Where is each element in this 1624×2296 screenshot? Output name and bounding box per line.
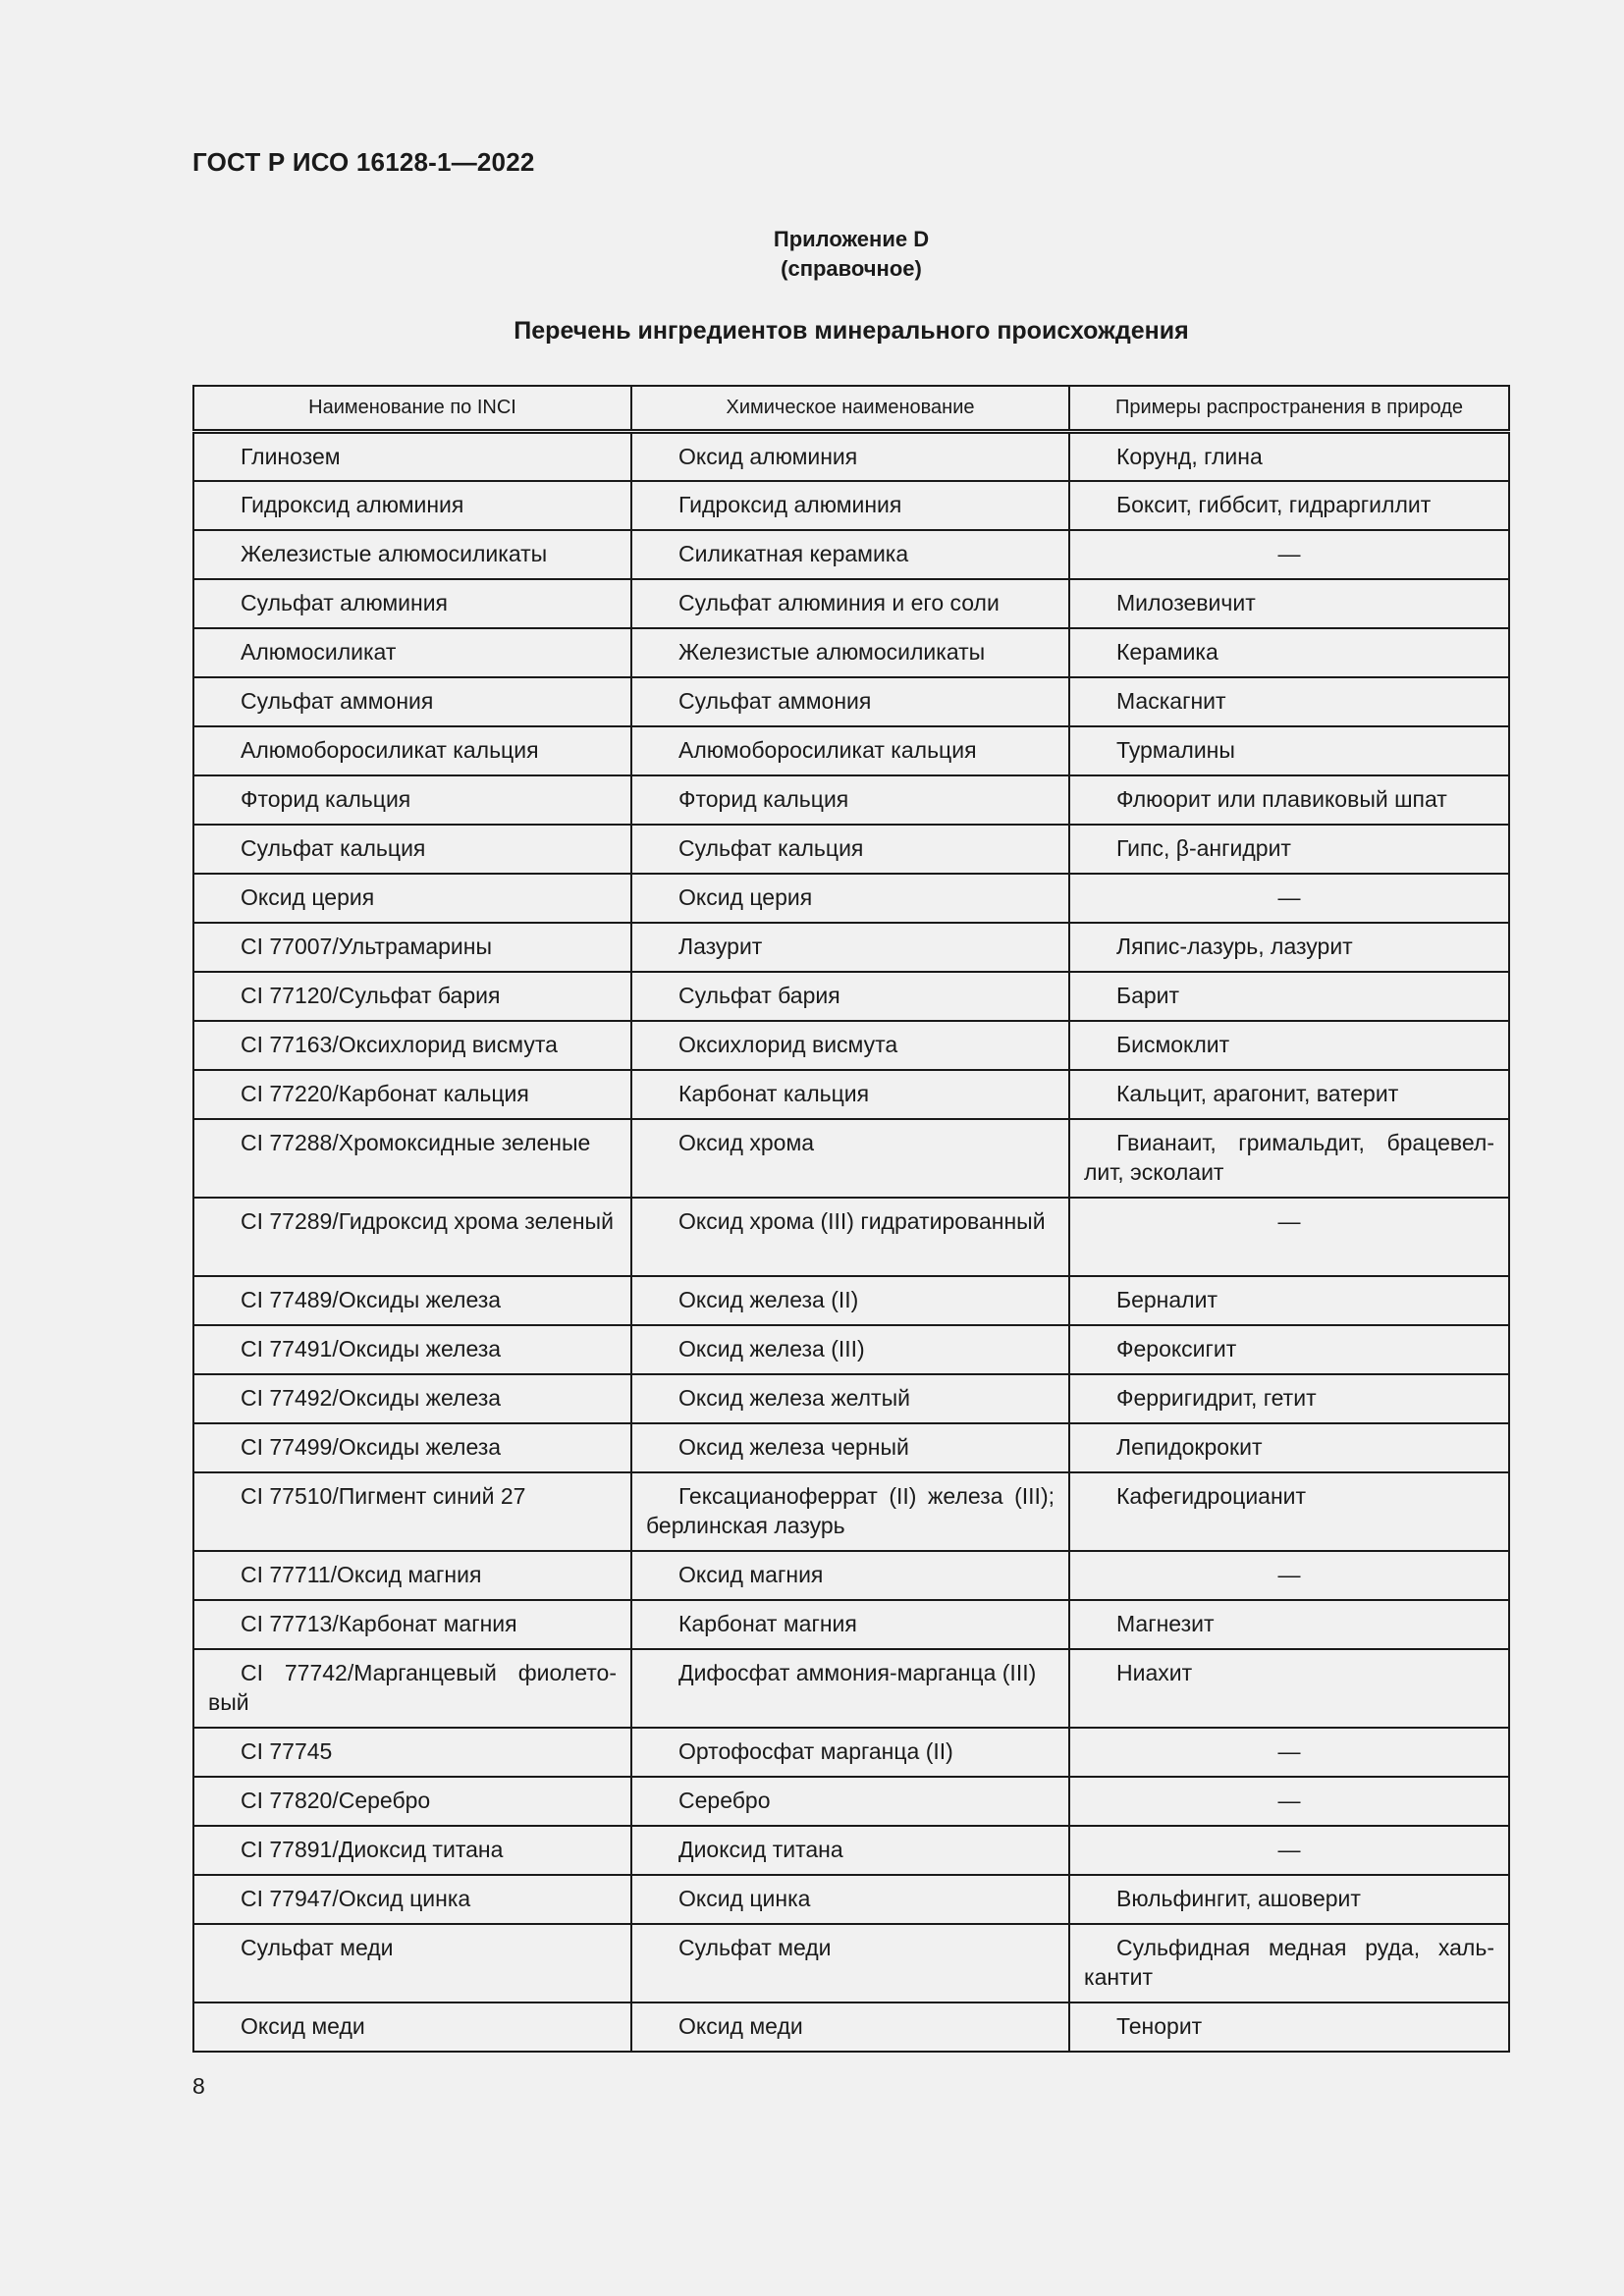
- cell-natural-examples: —: [1277, 1836, 1301, 1862]
- table-row: [193, 1374, 1509, 1423]
- cell-chemical-name: Серебро: [678, 1787, 771, 1813]
- cell-natural-examples: Кафегидроцианит: [1116, 1482, 1307, 1509]
- cell-chemical-name: Оксид хрома: [678, 1129, 815, 1155]
- cell-inci-name: Железистые алюмосиликаты: [241, 540, 548, 566]
- cell-natural-examples-cell: [1069, 874, 1509, 923]
- cell-chemical-name-cell: [631, 1070, 1069, 1119]
- cell-chemical-name-cell: [631, 1728, 1069, 1777]
- cell-inci-name: CI 77220/Карбонат кальция: [241, 1080, 529, 1106]
- table-title: Перечень ингредиентов минерального происхождения: [514, 317, 1189, 345]
- cell-chemical-name: Оксид магния: [678, 1561, 824, 1587]
- cell-chemical-name-cell: [631, 1021, 1069, 1070]
- cell-natural-examples-cell: [1069, 677, 1509, 726]
- cell-chemical-name-cell: [631, 1472, 1069, 1551]
- cell-natural-examples-cell: [1069, 726, 1509, 775]
- cell-inci-name: CI 77745: [241, 1737, 333, 1764]
- cell-inci-name-cell: [193, 1472, 631, 1551]
- cell-natural-examples-cell: [1069, 1423, 1509, 1472]
- cell-chemical-name: Сульфат аммония: [678, 687, 872, 714]
- cell-natural-examples: —: [1277, 540, 1301, 566]
- cell-chemical-name: Оксид алюминия: [678, 444, 858, 469]
- table-row: [193, 481, 1509, 530]
- table-row: [193, 579, 1509, 628]
- cell-inci-name: CI 77820/Серебро: [241, 1787, 431, 1813]
- cell-natural-examples-cell: [1069, 1276, 1509, 1325]
- column-header-inci: Наименование по INCI: [193, 386, 631, 432]
- cell-inci-name-cell: [193, 1649, 631, 1728]
- cell-inci-name-cell: [193, 874, 631, 923]
- cell-chemical-name-cell: [631, 775, 1069, 825]
- cell-chemical-name: Оксид железа черный: [678, 1433, 909, 1460]
- cell-chemical-name-cell: [631, 1600, 1069, 1649]
- cell-inci-name-cell: [193, 628, 631, 677]
- cell-natural-examples-cell: [1069, 1551, 1509, 1600]
- cell-inci-name: CI 77288/Хромоксидные зеленые: [241, 1129, 591, 1155]
- cell-inci-name-cell: [193, 432, 631, 481]
- cell-inci-name: Сульфат аммония: [241, 687, 434, 714]
- cell-natural-examples: —: [1277, 1207, 1301, 1234]
- cell-chemical-name-cell: [631, 1325, 1069, 1374]
- cell-natural-examples: Вюльфингит, ашоверит: [1116, 1885, 1361, 1911]
- table-row: [193, 1119, 1509, 1198]
- cell-chemical-name-cell: [631, 874, 1069, 923]
- cell-inci-name-cell: [193, 1600, 631, 1649]
- cell-chemical-name: Оксид железа (III): [678, 1335, 865, 1362]
- cell-natural-examples: Магнезит: [1116, 1610, 1215, 1636]
- cell-natural-examples: Турмалины: [1116, 736, 1235, 763]
- table-row: [193, 1276, 1509, 1325]
- cell-chemical-name-cell: [631, 432, 1069, 481]
- table-row: [193, 1649, 1509, 1728]
- cell-inci-name: Сульфат кальция: [241, 834, 426, 861]
- cell-natural-examples: Керамика: [1116, 638, 1218, 665]
- table-row: [193, 1070, 1509, 1119]
- cell-chemical-name: Оксид железа желтый: [678, 1384, 910, 1411]
- table-row: [193, 1021, 1509, 1070]
- cell-chemical-name: Диоксид титана: [678, 1836, 843, 1862]
- cell-chemical-name: Оксид цинка: [678, 1885, 811, 1911]
- cell-chemical-name-cell: [631, 1924, 1069, 2002]
- cell-inci-name: CI 77891/Диоксид титана: [241, 1836, 504, 1862]
- cell-natural-examples: Боксит, гиббсит, гидраргиллит: [1116, 491, 1432, 517]
- cell-inci-name: CI 77492/Оксиды железа: [241, 1384, 502, 1411]
- cell-natural-examples: Тенорит: [1116, 2012, 1203, 2039]
- cell-natural-examples-cell: [1069, 1728, 1509, 1777]
- cell-chemical-name-cell: [631, 923, 1069, 972]
- cell-natural-examples-cell: [1069, 923, 1509, 972]
- cell-chemical-name: Оксид железа (II): [678, 1286, 859, 1312]
- cell-inci-name-cell: [193, 1325, 631, 1374]
- cell-natural-examples: Корунд, глина: [1116, 444, 1263, 469]
- cell-chemical-name: Оксихлорид висмута: [678, 1031, 898, 1057]
- cell-natural-examples: Милозевичит: [1116, 589, 1256, 615]
- table-row: [193, 1551, 1509, 1600]
- cell-chemical-name: Сульфат меди: [678, 1934, 832, 1960]
- cell-natural-examples-cell: [1069, 1600, 1509, 1649]
- cell-inci-name: Сульфат меди: [241, 1934, 394, 1960]
- cell-natural-examples-cell: [1069, 579, 1509, 628]
- table-row: [193, 677, 1509, 726]
- appendix-type: (справочное): [781, 256, 922, 281]
- cell-natural-examples-cell: [1069, 1472, 1509, 1551]
- cell-natural-examples-cell: [1069, 1374, 1509, 1423]
- cell-inci-name: CI 77120/Сульфат бария: [241, 982, 501, 1008]
- cell-inci-name-cell: [193, 775, 631, 825]
- cell-chemical-name-cell: [631, 825, 1069, 874]
- cell-natural-examples-cell: [1069, 1924, 1509, 2002]
- cell-chemical-name: Фторид кальция: [678, 785, 849, 812]
- cell-natural-examples-cell: [1069, 481, 1509, 530]
- cell-natural-examples: Ляпис-лазурь, лазурит: [1116, 933, 1353, 959]
- cell-chemical-name: Сульфат бария: [678, 982, 840, 1008]
- cell-natural-examples: Маскагнит: [1116, 687, 1226, 714]
- table-row: [193, 874, 1509, 923]
- cell-chemical-name-cell: [631, 579, 1069, 628]
- cell-natural-examples: Ниахит: [1116, 1659, 1193, 1685]
- cell-chemical-name-cell: [631, 628, 1069, 677]
- cell-natural-examples: Барит: [1116, 982, 1180, 1008]
- cell-chemical-name: Карбонат кальция: [678, 1080, 870, 1106]
- cell-chemical-name-cell: [631, 1826, 1069, 1875]
- cell-chemical-name-cell: [631, 2002, 1069, 2052]
- cell-chemical-name: Оксид церия: [678, 883, 813, 910]
- cell-inci-name: CI 77289/Гидроксид хрома зеленый: [241, 1207, 614, 1234]
- cell-chemical-name: Оксид хрома (III) гидратированный: [678, 1207, 1046, 1234]
- cell-natural-examples-cell: [1069, 1649, 1509, 1728]
- page-number: 8: [192, 2073, 205, 2099]
- table-row: [193, 1600, 1509, 1649]
- cell-chemical-name-cell: [631, 1423, 1069, 1472]
- cell-inci-name-cell: [193, 1777, 631, 1826]
- cell-inci-name: CI 77499/Оксиды железа: [241, 1433, 502, 1460]
- cell-inci-name: Алюмоборосиликат кальция: [241, 736, 539, 763]
- cell-inci-name-cell: [193, 1119, 631, 1198]
- appendix-title: Приложение D: [773, 227, 930, 251]
- cell-inci-name-cell: [193, 1276, 631, 1325]
- cell-chemical-name: Силикатная керамика: [678, 540, 909, 566]
- cell-inci-name-cell: [193, 1198, 631, 1276]
- cell-chemical-name-cell: [631, 1119, 1069, 1198]
- cell-chemical-name: Карбонат магния: [678, 1610, 857, 1636]
- cell-chemical-name-cell: [631, 1649, 1069, 1728]
- cell-chemical-name-cell: [631, 481, 1069, 530]
- cell-chemical-name-cell: [631, 530, 1069, 579]
- cell-chemical-name: Оксид меди: [678, 2012, 803, 2039]
- table-header-row: [193, 386, 1509, 432]
- cell-inci-name-cell: [193, 1551, 631, 1600]
- cell-inci-name: CI 77711/Оксид магния: [241, 1561, 482, 1587]
- cell-natural-examples-cell: [1069, 2002, 1509, 2052]
- cell-inci-name-cell: [193, 1875, 631, 1924]
- cell-chemical-name-cell: [631, 1198, 1069, 1276]
- cell-natural-examples: —: [1277, 1787, 1301, 1813]
- table-row: [193, 1826, 1509, 1875]
- table-row: [193, 1875, 1509, 1924]
- table-row: [193, 726, 1509, 775]
- cell-inci-name: Оксид церия: [241, 883, 375, 910]
- cell-chemical-name: Лазурит: [678, 933, 763, 959]
- cell-natural-examples-cell: [1069, 775, 1509, 825]
- document-id: ГОСТ Р ИСО 16128-1—2022: [192, 147, 535, 177]
- cell-inci-name-cell: [193, 1826, 631, 1875]
- cell-inci-name: CI 77489/Оксиды железа: [241, 1286, 502, 1312]
- column-header-chemical: Химическое наименование: [631, 386, 1069, 432]
- cell-natural-examples-cell: [1069, 1875, 1509, 1924]
- cell-inci-name: Гидроксид алюминия: [241, 491, 464, 517]
- cell-inci-name: Оксид меди: [241, 2012, 365, 2039]
- cell-chemical-name-cell: [631, 1875, 1069, 1924]
- cell-natural-examples-cell: [1069, 1826, 1509, 1875]
- table-row: [193, 775, 1509, 825]
- cell-natural-examples: —: [1277, 1561, 1301, 1587]
- cell-inci-name-cell: [193, 530, 631, 579]
- cell-natural-examples: Фероксигит: [1116, 1335, 1237, 1362]
- cell-chemical-name: Сульфат алюминия и его соли: [678, 589, 1000, 615]
- cell-inci-name-cell: [193, 923, 631, 972]
- cell-inci-name: Сульфат алюминия: [241, 589, 449, 615]
- ingredients-table: [192, 385, 1510, 2053]
- cell-chemical-name: Гидроксид алюминия: [678, 491, 902, 517]
- table-row: [193, 2002, 1509, 2052]
- cell-natural-examples-cell: [1069, 1119, 1509, 1198]
- table-row: [193, 628, 1509, 677]
- cell-inci-name-cell: [193, 1374, 631, 1423]
- cell-inci-name-cell: [193, 1728, 631, 1777]
- cell-natural-examples-cell: [1069, 1070, 1509, 1119]
- cell-natural-examples-cell: [1069, 825, 1509, 874]
- table-row: [193, 1472, 1509, 1551]
- table-row: [193, 923, 1509, 972]
- table-row: [193, 1728, 1509, 1777]
- table-row: [193, 432, 1509, 481]
- cell-chemical-name-cell: [631, 1551, 1069, 1600]
- table-row: [193, 1423, 1509, 1472]
- cell-inci-name-cell: [193, 1021, 631, 1070]
- table-row: [193, 972, 1509, 1021]
- cell-inci-name: CI 77163/Оксихлорид висмута: [241, 1031, 558, 1057]
- cell-chemical-name: Ортофосфат марганца (II): [678, 1737, 953, 1764]
- cell-chemical-name: Железистые алюмосиликаты: [678, 638, 986, 665]
- table-row: [193, 1325, 1509, 1374]
- cell-chemical-name-cell: [631, 726, 1069, 775]
- cell-inci-name-cell: [193, 972, 631, 1021]
- cell-inci-name-cell: [193, 1924, 631, 2002]
- cell-inci-name: CI 77510/Пигмент синий 27: [241, 1482, 526, 1509]
- cell-natural-examples: Бисмоклит: [1116, 1031, 1230, 1057]
- cell-inci-name: Фторид кальция: [241, 785, 411, 812]
- cell-inci-name: CI 77491/Оксиды железа: [241, 1335, 502, 1362]
- cell-inci-name-cell: [193, 579, 631, 628]
- cell-natural-examples-cell: [1069, 1777, 1509, 1826]
- cell-inci-name-cell: [193, 481, 631, 530]
- cell-natural-examples: —: [1277, 1737, 1301, 1764]
- table-row: [193, 825, 1509, 874]
- table-row: [193, 530, 1509, 579]
- cell-natural-examples: Кальцит, арагонит, ватерит: [1116, 1080, 1399, 1106]
- cell-natural-examples: Гвианаит, гримальдит, брацевеллит, эсколаит: [1084, 1129, 1494, 1185]
- cell-inci-name: CI 77007/Ультрамарины: [241, 933, 493, 959]
- cell-inci-name-cell: [193, 1070, 631, 1119]
- cell-inci-name: CI 77713/Карбонат магния: [241, 1610, 517, 1636]
- cell-natural-examples: Сульфидная медная руда, халькантит: [1084, 1934, 1494, 1990]
- cell-natural-examples: Гипс, β-ангидрит: [1116, 834, 1291, 861]
- cell-chemical-name-cell: [631, 1374, 1069, 1423]
- cell-chemical-name-cell: [631, 972, 1069, 1021]
- cell-natural-examples: Флюорит или плавиковый шпат: [1116, 785, 1447, 812]
- appendix-heading: [0, 225, 1624, 284]
- cell-natural-examples-cell: [1069, 972, 1509, 1021]
- table-row: [193, 1924, 1509, 2002]
- cell-inci-name-cell: [193, 2002, 631, 2052]
- cell-chemical-name-cell: [631, 677, 1069, 726]
- cell-natural-examples: Ферригидрит, гетит: [1116, 1384, 1317, 1411]
- cell-natural-examples-cell: [1069, 1325, 1509, 1374]
- cell-inci-name: Глинозем: [241, 444, 341, 469]
- cell-inci-name-cell: [193, 726, 631, 775]
- cell-chemical-name-cell: [631, 1276, 1069, 1325]
- cell-natural-examples: —: [1277, 883, 1301, 910]
- cell-natural-examples-cell: [1069, 1198, 1509, 1276]
- cell-inci-name: CI 77742/Марганцевый фиолетовый: [208, 1659, 617, 1715]
- table-body: [193, 432, 1509, 2052]
- cell-chemical-name: Сульфат кальция: [678, 834, 864, 861]
- cell-inci-name-cell: [193, 677, 631, 726]
- column-header-nature: Примеры распространения в природе: [1069, 386, 1509, 432]
- table-row: [193, 1777, 1509, 1826]
- cell-natural-examples-cell: [1069, 530, 1509, 579]
- cell-chemical-name: Дифосфат аммония-марганца (III): [678, 1659, 1037, 1685]
- cell-natural-examples: Лепидокрокит: [1116, 1433, 1263, 1460]
- cell-chemical-name: Алюмоборосиликат кальция: [678, 736, 977, 763]
- cell-natural-examples: Берналит: [1116, 1286, 1218, 1312]
- cell-chemical-name-cell: [631, 1777, 1069, 1826]
- table-row: [193, 1198, 1509, 1276]
- cell-inci-name-cell: [193, 1423, 631, 1472]
- cell-natural-examples-cell: [1069, 1021, 1509, 1070]
- cell-natural-examples-cell: [1069, 432, 1509, 481]
- cell-inci-name: CI 77947/Оксид цинка: [241, 1885, 471, 1911]
- cell-inci-name-cell: [193, 825, 631, 874]
- cell-chemical-name: Гексацианоферрат (II) железа (III); берлинская лазурь: [646, 1482, 1055, 1538]
- cell-natural-examples-cell: [1069, 628, 1509, 677]
- cell-inci-name: Алюмосиликат: [241, 638, 397, 665]
